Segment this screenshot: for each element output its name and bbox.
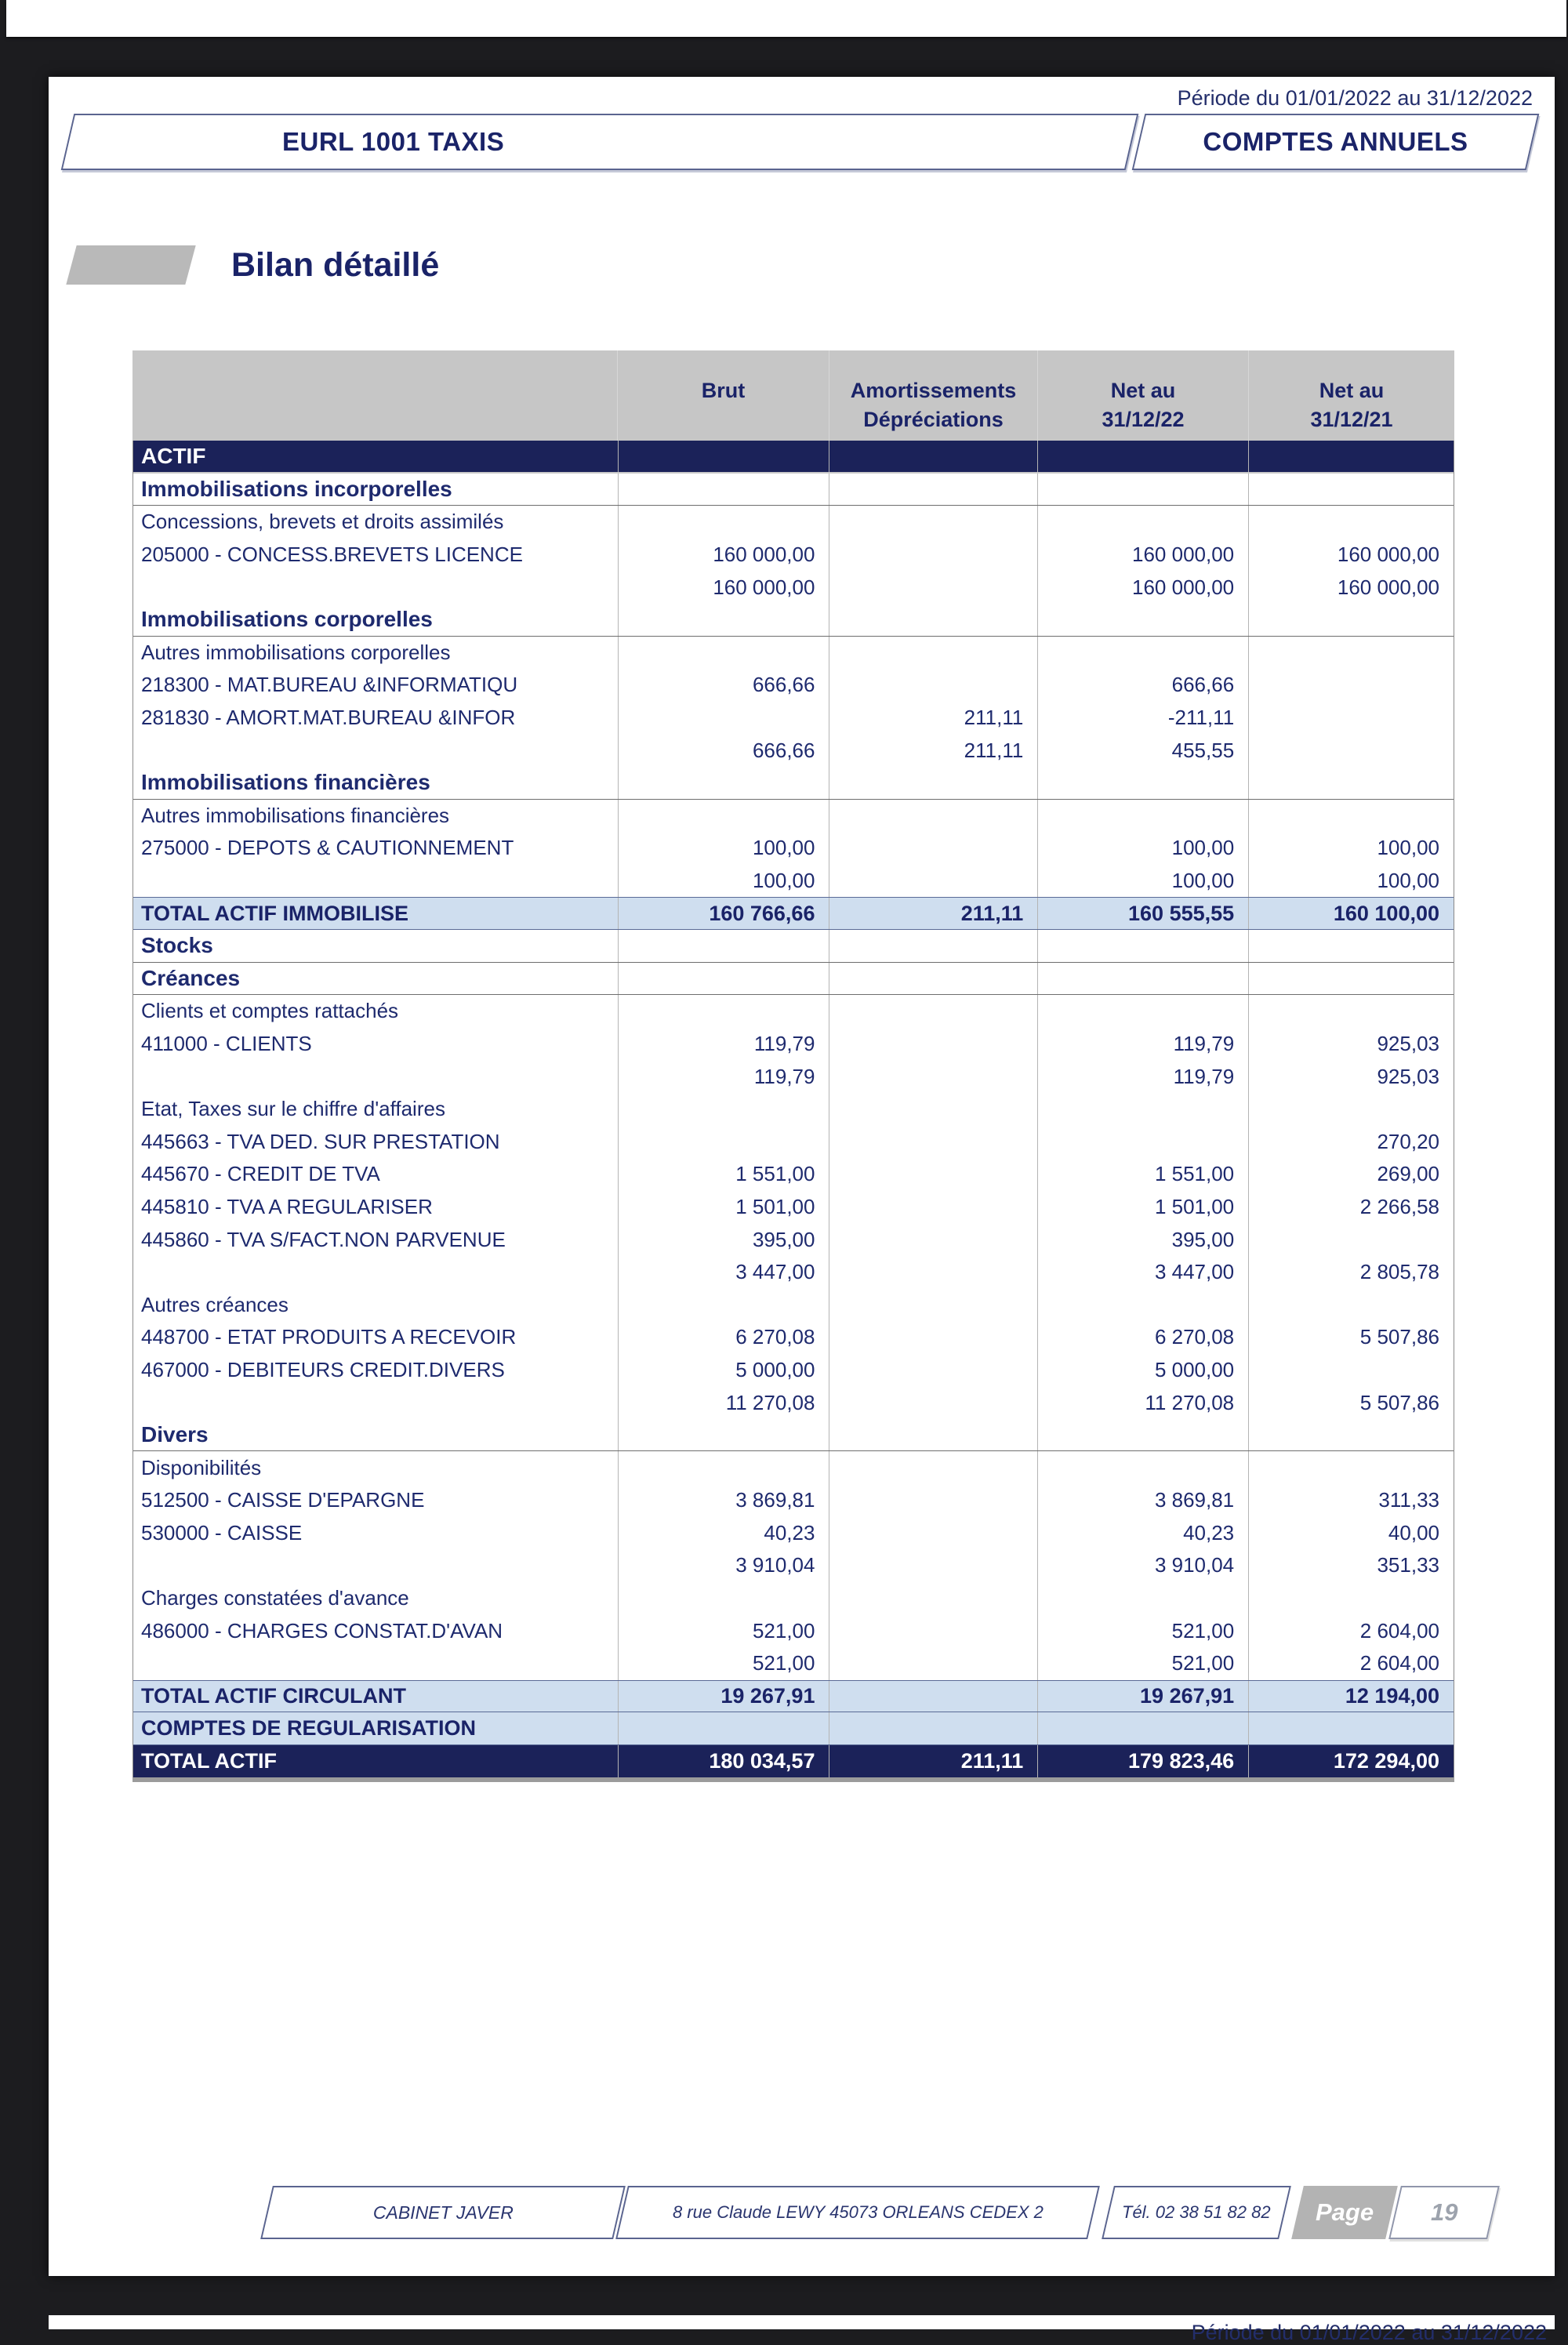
page-label-badge — [1291, 2186, 1398, 2239]
cell-net-31-12-21 — [1248, 930, 1454, 962]
cell-net-31-12-21 — [1248, 702, 1454, 735]
cell-brut: 100,00 — [618, 832, 829, 865]
cell-net-31-12-21: 12 194,00 — [1248, 1681, 1454, 1712]
cell-net-31-12-22: 395,00 — [1037, 1223, 1248, 1256]
title-swatch-icon — [66, 245, 195, 285]
row-label: Autres immobilisations financières — [141, 803, 450, 827]
table-row — [133, 1288, 1454, 1321]
cell-net-31-12-21: 160 100,00 — [1248, 898, 1454, 929]
cell-net-31-12-22: 1 501,00 — [1037, 1191, 1248, 1224]
header-brut: Brut — [617, 350, 829, 441]
cell-amortissements: 211,11 — [829, 734, 1037, 767]
row-label: Stocks — [141, 933, 213, 958]
header-label-column — [132, 350, 617, 441]
table-row — [133, 1354, 1454, 1387]
cell-net-31-12-21 — [1248, 1288, 1454, 1321]
cell-net-31-12-21: 2 266,58 — [1248, 1191, 1454, 1224]
cell-net-31-12-22: 160 000,00 — [1037, 571, 1248, 604]
cell-amortissements — [829, 1223, 1037, 1256]
cell-net-31-12-22 — [1037, 474, 1248, 506]
row-label: TOTAL ACTIF CIRCULANT — [141, 1683, 406, 1708]
cell-net-31-12-21: 100,00 — [1248, 832, 1454, 865]
footer-address-box — [615, 2186, 1100, 2239]
cell-brut — [618, 800, 829, 833]
cell-brut: 1 551,00 — [618, 1158, 829, 1191]
cell-net-31-12-21 — [1248, 506, 1454, 539]
row-label — [133, 1549, 618, 1582]
cell-net-31-12-22: 40,23 — [1037, 1517, 1248, 1550]
cell-amortissements — [829, 1517, 1037, 1550]
cell-net-31-12-21: 5 507,86 — [1248, 1321, 1454, 1354]
cell-amortissements — [829, 1614, 1037, 1647]
cell-amortissements — [829, 1681, 1037, 1712]
table-row — [133, 702, 1454, 735]
row-label — [133, 1060, 618, 1093]
cell-net-31-12-22: 100,00 — [1037, 865, 1248, 898]
row-label: 467000 - DEBITEURS CREDIT.DIVERS — [141, 1357, 505, 1381]
cell-amortissements — [829, 1093, 1037, 1126]
cell-net-31-12-21: 2 604,00 — [1248, 1647, 1454, 1680]
cell-brut: 1 501,00 — [618, 1191, 829, 1224]
cell-net-31-12-21 — [1248, 474, 1454, 506]
cell-brut: 160 766,66 — [618, 898, 829, 929]
row-label — [133, 1256, 618, 1289]
cell-brut: 119,79 — [618, 1060, 829, 1093]
header-net-31-12-21: Net au 31/12/21 — [1248, 350, 1454, 441]
cell-net-31-12-22: 119,79 — [1037, 1028, 1248, 1061]
cell-amortissements — [829, 604, 1037, 636]
cell-brut: 180 034,57 — [618, 1745, 829, 1778]
cell-brut — [618, 1582, 829, 1615]
row-label: Immobilisations incorporelles — [141, 476, 452, 501]
cell-amortissements — [829, 800, 1037, 833]
cell-net-31-12-21: 925,03 — [1248, 1060, 1454, 1093]
cell-brut: 5 000,00 — [618, 1354, 829, 1387]
row-label: 448700 - ETAT PRODUITS A RECEVOIR — [141, 1325, 517, 1349]
cell-net-31-12-22 — [1037, 1451, 1248, 1484]
cell-amortissements — [829, 1549, 1037, 1582]
row-label: 445810 - TVA A REGULARISER — [141, 1194, 433, 1218]
cell-amortissements: 211,11 — [829, 1745, 1037, 1778]
cell-net-31-12-21 — [1248, 1712, 1454, 1744]
document-page — [49, 77, 1555, 2276]
cell-brut — [618, 767, 829, 799]
row-label: Disponibilités — [141, 1455, 262, 1479]
table-row — [133, 1060, 1454, 1093]
page-number-box — [1388, 2186, 1500, 2239]
cell-net-31-12-22: 5 000,00 — [1037, 1354, 1248, 1387]
cell-brut — [618, 474, 829, 506]
footer-address: 8 rue Claude LEWY 45073 ORLEANS CEDEX 2 — [672, 2202, 1044, 2222]
row-label: COMPTES DE REGULARISATION — [141, 1715, 477, 1740]
cell-brut — [618, 702, 829, 735]
cell-net-31-12-21 — [1248, 995, 1454, 1028]
footer-phone-box — [1102, 2186, 1291, 2239]
cell-amortissements — [829, 832, 1037, 865]
cell-net-31-12-22: 160 000,00 — [1037, 539, 1248, 572]
cell-net-31-12-21 — [1248, 1093, 1454, 1126]
row-label: Charges constatées d'avance — [141, 1586, 409, 1610]
table-row — [133, 734, 1454, 767]
row-label: 486000 - CHARGES CONSTAT.D'AVAN — [141, 1618, 503, 1643]
cell-net-31-12-21 — [1248, 800, 1454, 833]
cell-net-31-12-21: 172 294,00 — [1248, 1745, 1454, 1778]
cell-brut — [618, 604, 829, 636]
cell-amortissements — [829, 1354, 1037, 1387]
cell-net-31-12-21: 160 000,00 — [1248, 539, 1454, 572]
table-row — [133, 1549, 1454, 1582]
cell-amortissements — [829, 539, 1037, 572]
cell-net-31-12-22 — [1037, 800, 1248, 833]
cell-net-31-12-21 — [1248, 734, 1454, 767]
table-row — [133, 441, 1454, 474]
cell-brut: 521,00 — [618, 1614, 829, 1647]
cell-amortissements — [829, 506, 1037, 539]
table-row — [133, 1647, 1454, 1680]
page-title: Bilan détaillé — [231, 245, 440, 284]
row-label: 512500 - CAISSE D'EPARGNE — [141, 1488, 425, 1512]
cell-amortissements — [829, 1321, 1037, 1354]
cell-net-31-12-22 — [1037, 1093, 1248, 1126]
cell-net-31-12-22: 160 555,55 — [1037, 898, 1248, 929]
cell-brut: 40,23 — [618, 1517, 829, 1550]
table-row — [133, 1712, 1454, 1745]
table-row — [133, 506, 1454, 539]
cell-brut: 119,79 — [618, 1028, 829, 1061]
cell-brut — [618, 1093, 829, 1126]
cell-brut: 666,66 — [618, 669, 829, 702]
cell-amortissements — [829, 963, 1037, 995]
table-row — [133, 539, 1454, 572]
row-label: Créances — [141, 965, 241, 990]
cell-brut: 3 910,04 — [618, 1549, 829, 1582]
row-label: Concessions, brevets et droits assimilés — [141, 510, 504, 534]
balance-sheet-table — [132, 350, 1454, 1782]
table-row — [133, 1419, 1454, 1452]
row-label: 218300 - MAT.BUREAU &INFORMATIQU — [141, 673, 518, 697]
cell-net-31-12-22: 3 910,04 — [1037, 1549, 1248, 1582]
period-label: Période du 01/01/2022 au 31/12/2022 — [1177, 86, 1533, 110]
cell-amortissements — [829, 637, 1037, 670]
table-row — [133, 865, 1454, 898]
cell-net-31-12-22: 521,00 — [1037, 1647, 1248, 1680]
table-row — [133, 1321, 1454, 1354]
row-label — [133, 734, 618, 767]
cell-net-31-12-22 — [1037, 963, 1248, 995]
table-row — [133, 1614, 1454, 1647]
next-page-top-edge — [49, 2315, 1555, 2344]
cell-net-31-12-22: 521,00 — [1037, 1614, 1248, 1647]
cell-net-31-12-22 — [1037, 930, 1248, 962]
cell-amortissements — [829, 1419, 1037, 1451]
cell-net-31-12-21 — [1248, 767, 1454, 799]
table-row — [133, 897, 1454, 930]
cell-brut — [618, 1288, 829, 1321]
cell-net-31-12-21: 2 604,00 — [1248, 1614, 1454, 1647]
cell-brut: 3 447,00 — [618, 1256, 829, 1289]
cell-net-31-12-22: 6 270,08 — [1037, 1321, 1248, 1354]
table-row — [133, 1582, 1454, 1615]
next-page-period-label: Période du 01/01/2022 au 31/12/2022 — [1191, 2321, 1547, 2344]
report-title-row — [71, 241, 439, 289]
cell-amortissements — [829, 441, 1037, 472]
table-row — [133, 1028, 1454, 1061]
table-body — [132, 441, 1454, 1777]
cell-brut: 6 270,08 — [618, 1321, 829, 1354]
row-label: TOTAL ACTIF — [141, 1749, 277, 1773]
cell-net-31-12-21: 351,33 — [1248, 1549, 1454, 1582]
document-type: COMPTES ANNUELS — [1203, 127, 1468, 156]
cell-amortissements — [829, 1125, 1037, 1158]
cell-amortissements — [829, 1712, 1037, 1744]
cell-brut — [618, 963, 829, 995]
page-label: Page — [1315, 2198, 1374, 2226]
cell-net-31-12-21: 160 000,00 — [1248, 571, 1454, 604]
cell-net-31-12-21 — [1248, 963, 1454, 995]
cell-net-31-12-22 — [1037, 1288, 1248, 1321]
table-row — [133, 604, 1454, 637]
table-row — [133, 474, 1454, 506]
table-row — [133, 800, 1454, 833]
cell-brut: 19 267,91 — [618, 1681, 829, 1712]
cell-net-31-12-22: 1 551,00 — [1037, 1158, 1248, 1191]
cell-net-31-12-21: 311,33 — [1248, 1484, 1454, 1517]
table-row — [133, 1125, 1454, 1158]
cell-net-31-12-21: 5 507,86 — [1248, 1386, 1454, 1419]
cell-net-31-12-21 — [1248, 1451, 1454, 1484]
cell-net-31-12-22 — [1037, 506, 1248, 539]
cell-brut: 160 000,00 — [618, 539, 829, 572]
row-label: Immobilisations financières — [141, 770, 430, 795]
cell-brut: 521,00 — [618, 1647, 829, 1680]
cell-net-31-12-22: -211,11 — [1037, 702, 1248, 735]
row-label: Autres immobilisations corporelles — [141, 640, 451, 664]
cell-amortissements — [829, 669, 1037, 702]
row-label: ACTIF — [141, 443, 206, 468]
table-row — [133, 963, 1454, 996]
company-name-box — [61, 114, 1139, 170]
row-label: 411000 - CLIENTS — [141, 1031, 312, 1055]
cell-net-31-12-21 — [1248, 669, 1454, 702]
table-row — [133, 1745, 1454, 1778]
table-row — [133, 832, 1454, 865]
cell-net-31-12-21: 269,00 — [1248, 1158, 1454, 1191]
cell-net-31-12-22 — [1037, 1712, 1248, 1744]
cell-brut — [618, 637, 829, 670]
header-net-31-12-22: Net au 31/12/22 — [1037, 350, 1248, 441]
cell-net-31-12-21 — [1248, 1419, 1454, 1451]
row-label: Immobilisations corporelles — [141, 607, 433, 632]
cell-brut — [618, 1125, 829, 1158]
cell-net-31-12-21 — [1248, 1223, 1454, 1256]
row-label: TOTAL ACTIF IMMOBILISE — [141, 901, 408, 925]
cell-amortissements: 211,11 — [829, 702, 1037, 735]
cell-brut: 11 270,08 — [618, 1386, 829, 1419]
cell-amortissements — [829, 1647, 1037, 1680]
cell-brut — [618, 1419, 829, 1451]
row-label: Autres créances — [141, 1292, 289, 1316]
cell-amortissements — [829, 1028, 1037, 1061]
table-row — [133, 1158, 1454, 1191]
table-bottom-shadow — [132, 1777, 1454, 1782]
table-row — [133, 1191, 1454, 1224]
cell-amortissements — [829, 1158, 1037, 1191]
table-row — [133, 1093, 1454, 1126]
row-label: 205000 - CONCESS.BREVETS LICENCE — [141, 543, 523, 567]
cell-brut: 666,66 — [618, 734, 829, 767]
table-row — [133, 571, 1454, 604]
cell-brut — [618, 995, 829, 1028]
header-amortissements: Amortissements Dépréciations — [829, 350, 1037, 441]
cell-net-31-12-21 — [1248, 1582, 1454, 1615]
cell-net-31-12-22: 666,66 — [1037, 669, 1248, 702]
row-label: Divers — [141, 1422, 209, 1447]
table-row — [133, 1680, 1454, 1713]
cell-amortissements — [829, 1060, 1037, 1093]
table-row — [133, 1256, 1454, 1289]
table-row — [133, 1451, 1454, 1484]
footer-phone: Tél. 02 38 51 82 82 — [1122, 2202, 1271, 2222]
table-row — [133, 1386, 1454, 1419]
cell-amortissements — [829, 767, 1037, 799]
cell-net-31-12-21 — [1248, 637, 1454, 670]
cell-net-31-12-21: 100,00 — [1248, 865, 1454, 898]
cell-amortissements — [829, 995, 1037, 1028]
cell-amortissements — [829, 930, 1037, 962]
row-label: 445670 - CREDIT DE TVA — [141, 1162, 380, 1186]
row-label: 445663 - TVA DED. SUR PRESTATION — [141, 1129, 500, 1153]
cell-amortissements — [829, 1191, 1037, 1224]
cell-net-31-12-21: 40,00 — [1248, 1517, 1454, 1550]
cell-brut: 160 000,00 — [618, 571, 829, 604]
cell-brut — [618, 1451, 829, 1484]
cell-net-31-12-22 — [1037, 637, 1248, 670]
cell-net-31-12-22: 179 823,46 — [1037, 1745, 1248, 1778]
cell-brut: 3 869,81 — [618, 1484, 829, 1517]
cell-brut — [618, 441, 829, 472]
cell-amortissements — [829, 1256, 1037, 1289]
table-row — [133, 930, 1454, 963]
cell-net-31-12-21: 2 805,78 — [1248, 1256, 1454, 1289]
row-label: 445860 - TVA S/FACT.NON PARVENUE — [141, 1227, 506, 1251]
table-row — [133, 767, 1454, 800]
row-label: Etat, Taxes sur le chiffre d'affaires — [141, 1097, 445, 1121]
row-label — [133, 865, 618, 898]
document-type-box — [1132, 114, 1540, 170]
cell-net-31-12-22 — [1037, 1582, 1248, 1615]
cell-net-31-12-22: 3 869,81 — [1037, 1484, 1248, 1517]
cell-net-31-12-22 — [1037, 441, 1248, 472]
row-label: 530000 - CAISSE — [141, 1520, 303, 1545]
cell-amortissements — [829, 1582, 1037, 1615]
cell-net-31-12-22: 19 267,91 — [1037, 1681, 1248, 1712]
cell-net-31-12-22: 11 270,08 — [1037, 1386, 1248, 1419]
table-row — [133, 1223, 1454, 1256]
cell-net-31-12-22 — [1037, 1419, 1248, 1451]
cell-net-31-12-21 — [1248, 441, 1454, 472]
cell-net-31-12-22: 119,79 — [1037, 1060, 1248, 1093]
table-row — [133, 669, 1454, 702]
cell-brut: 395,00 — [618, 1223, 829, 1256]
cell-net-31-12-22 — [1037, 995, 1248, 1028]
cell-net-31-12-22 — [1037, 767, 1248, 799]
table-row — [133, 1484, 1454, 1517]
row-label — [133, 1647, 618, 1680]
cell-net-31-12-21 — [1248, 604, 1454, 636]
cell-net-31-12-22: 3 447,00 — [1037, 1256, 1248, 1289]
cell-brut: 100,00 — [618, 865, 829, 898]
cell-amortissements — [829, 1288, 1037, 1321]
footer-cabinet: CABINET JAVER — [372, 2202, 514, 2223]
cell-net-31-12-21 — [1248, 1354, 1454, 1387]
footer-cabinet-box — [260, 2186, 626, 2239]
page-number: 19 — [1430, 2198, 1458, 2226]
cell-amortissements — [829, 1451, 1037, 1484]
cell-net-31-12-22 — [1037, 604, 1248, 636]
table-row — [133, 995, 1454, 1028]
previous-page-bottom-edge — [6, 0, 1566, 37]
row-label: 281830 - AMORT.MAT.BUREAU &INFOR — [141, 706, 516, 730]
table-header-row — [132, 350, 1454, 441]
cell-amortissements — [829, 865, 1037, 898]
cell-amortissements — [829, 1386, 1037, 1419]
cell-net-31-12-21: 270,20 — [1248, 1125, 1454, 1158]
row-label — [133, 571, 618, 604]
cell-amortissements — [829, 571, 1037, 604]
cell-amortissements — [829, 474, 1037, 506]
row-label — [133, 1386, 618, 1419]
cell-brut — [618, 1712, 829, 1744]
row-label: 275000 - DEPOTS & CAUTIONNEMENT — [141, 836, 514, 860]
cell-amortissements — [829, 1484, 1037, 1517]
company-name: EURL 1001 TAXIS — [282, 127, 505, 156]
table-row — [133, 1517, 1454, 1550]
cell-net-31-12-22: 455,55 — [1037, 734, 1248, 767]
cell-net-31-12-22: 100,00 — [1037, 832, 1248, 865]
cell-brut — [618, 930, 829, 962]
table-row — [133, 637, 1454, 670]
cell-net-31-12-22 — [1037, 1125, 1248, 1158]
cell-brut — [618, 506, 829, 539]
row-label: Clients et comptes rattachés — [141, 999, 399, 1023]
cell-net-31-12-21: 925,03 — [1248, 1028, 1454, 1061]
cell-amortissements: 211,11 — [829, 898, 1037, 929]
